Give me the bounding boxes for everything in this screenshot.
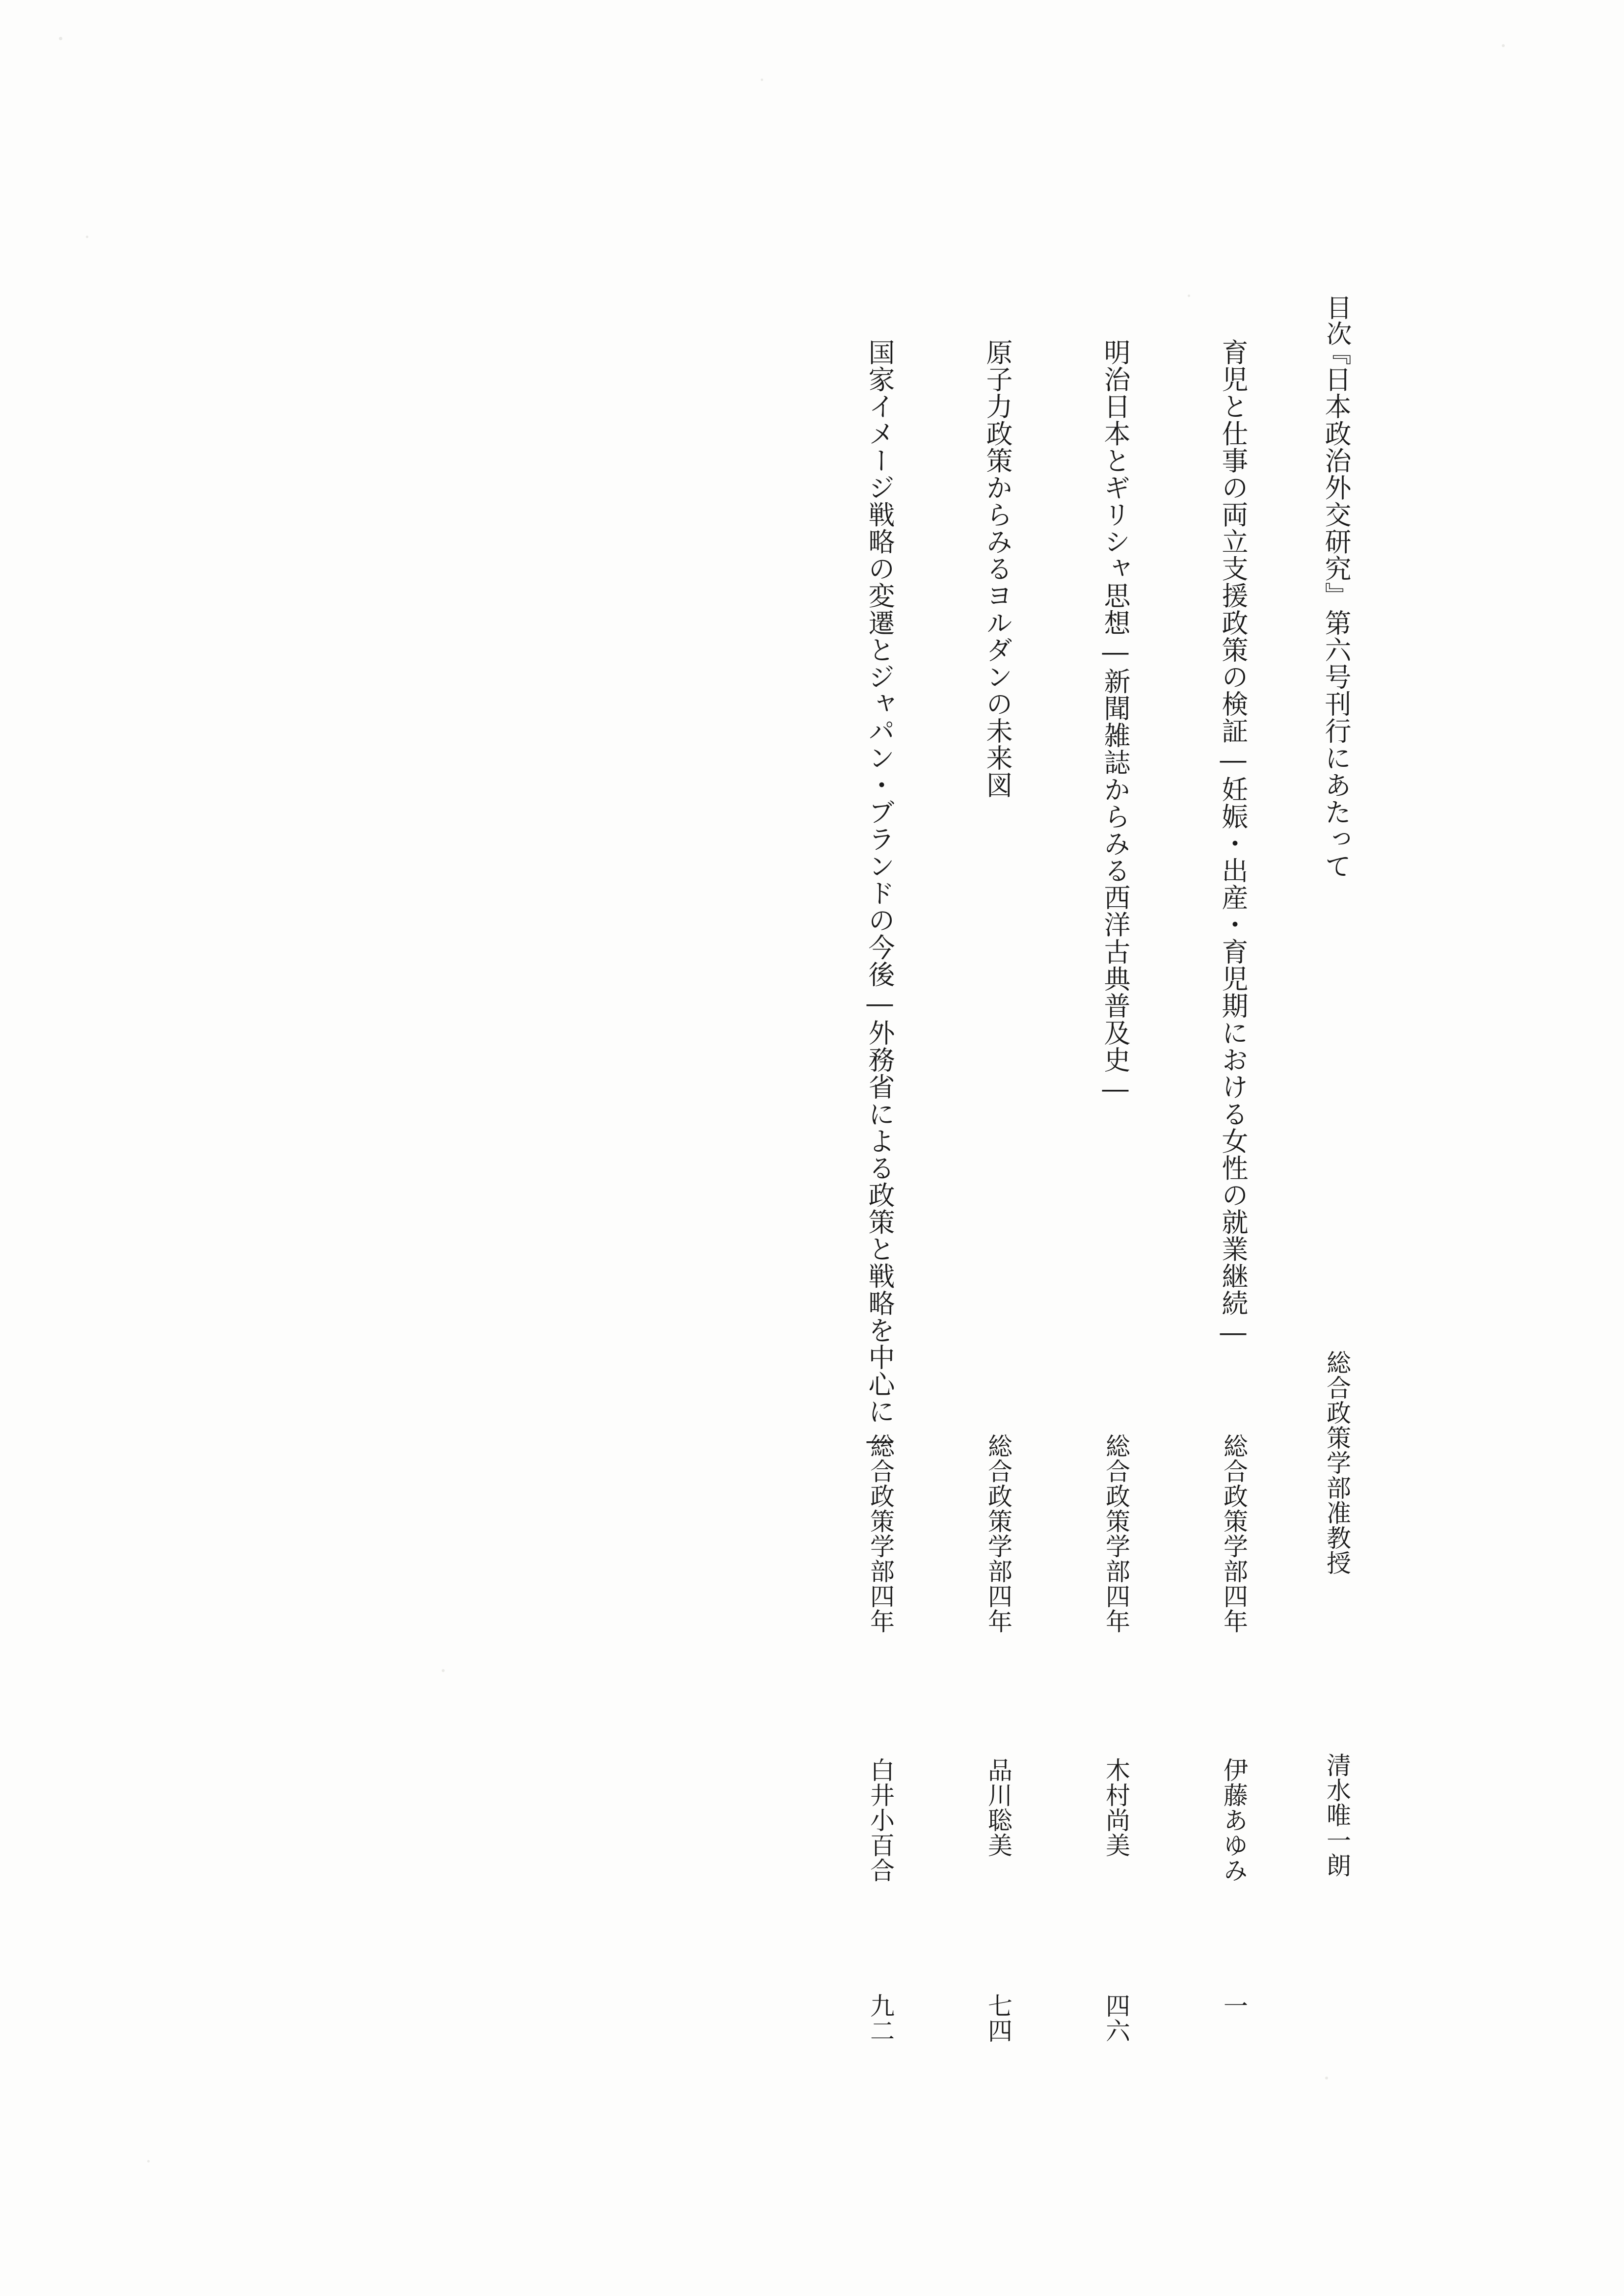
- toc-entry-author: 木村尚美: [1102, 1757, 1130, 1858]
- toc-entry-author: 清水唯一朗: [1323, 1753, 1351, 1878]
- toc-entry-affiliation: 総合政策学部准教授: [1323, 1350, 1351, 1575]
- toc-entry-title: 原子力政策からみるヨルダンの未来図: [982, 339, 1013, 799]
- toc-entry-affiliation: 総合政策学部四年: [984, 1433, 1012, 1634]
- toc-entry-title: 『日本政治外交研究』第六号刊行にあたって: [1321, 339, 1352, 880]
- toc-entry-title: 育児と仕事の両立支援政策の検証―妊娠・出産・育児期における女性の就業継続―: [1218, 339, 1249, 1348]
- toc-entry-author: 白井小百合: [866, 1757, 895, 1883]
- toc-entry-affiliation: 総合政策学部四年: [866, 1433, 895, 1634]
- toc-entry-title: 国家イメージ戦略の変遷とジャパン・ブランドの今後―外務省による政策と戦略を中心に―: [864, 339, 895, 1457]
- toc-entry-page: 一: [1220, 1993, 1248, 2018]
- toc-entry-author: 伊藤あゆみ: [1220, 1757, 1248, 1883]
- toc-entry-page: 七四: [984, 1993, 1012, 2043]
- toc-entry-title: 明治日本とギリシャ思想―新聞雑誌からみる西洋古典普及史―: [1100, 339, 1131, 1105]
- toc-entry-affiliation: 総合政策学部四年: [1102, 1433, 1130, 1634]
- toc-entry-author: 品川聡美: [984, 1757, 1012, 1858]
- page-title: 目次: [1322, 295, 1351, 347]
- toc-entry-affiliation: 総合政策学部四年: [1220, 1433, 1248, 1634]
- toc-entry-page: 九二: [866, 1993, 895, 2043]
- toc-entry-page: 四六: [1102, 1993, 1130, 2043]
